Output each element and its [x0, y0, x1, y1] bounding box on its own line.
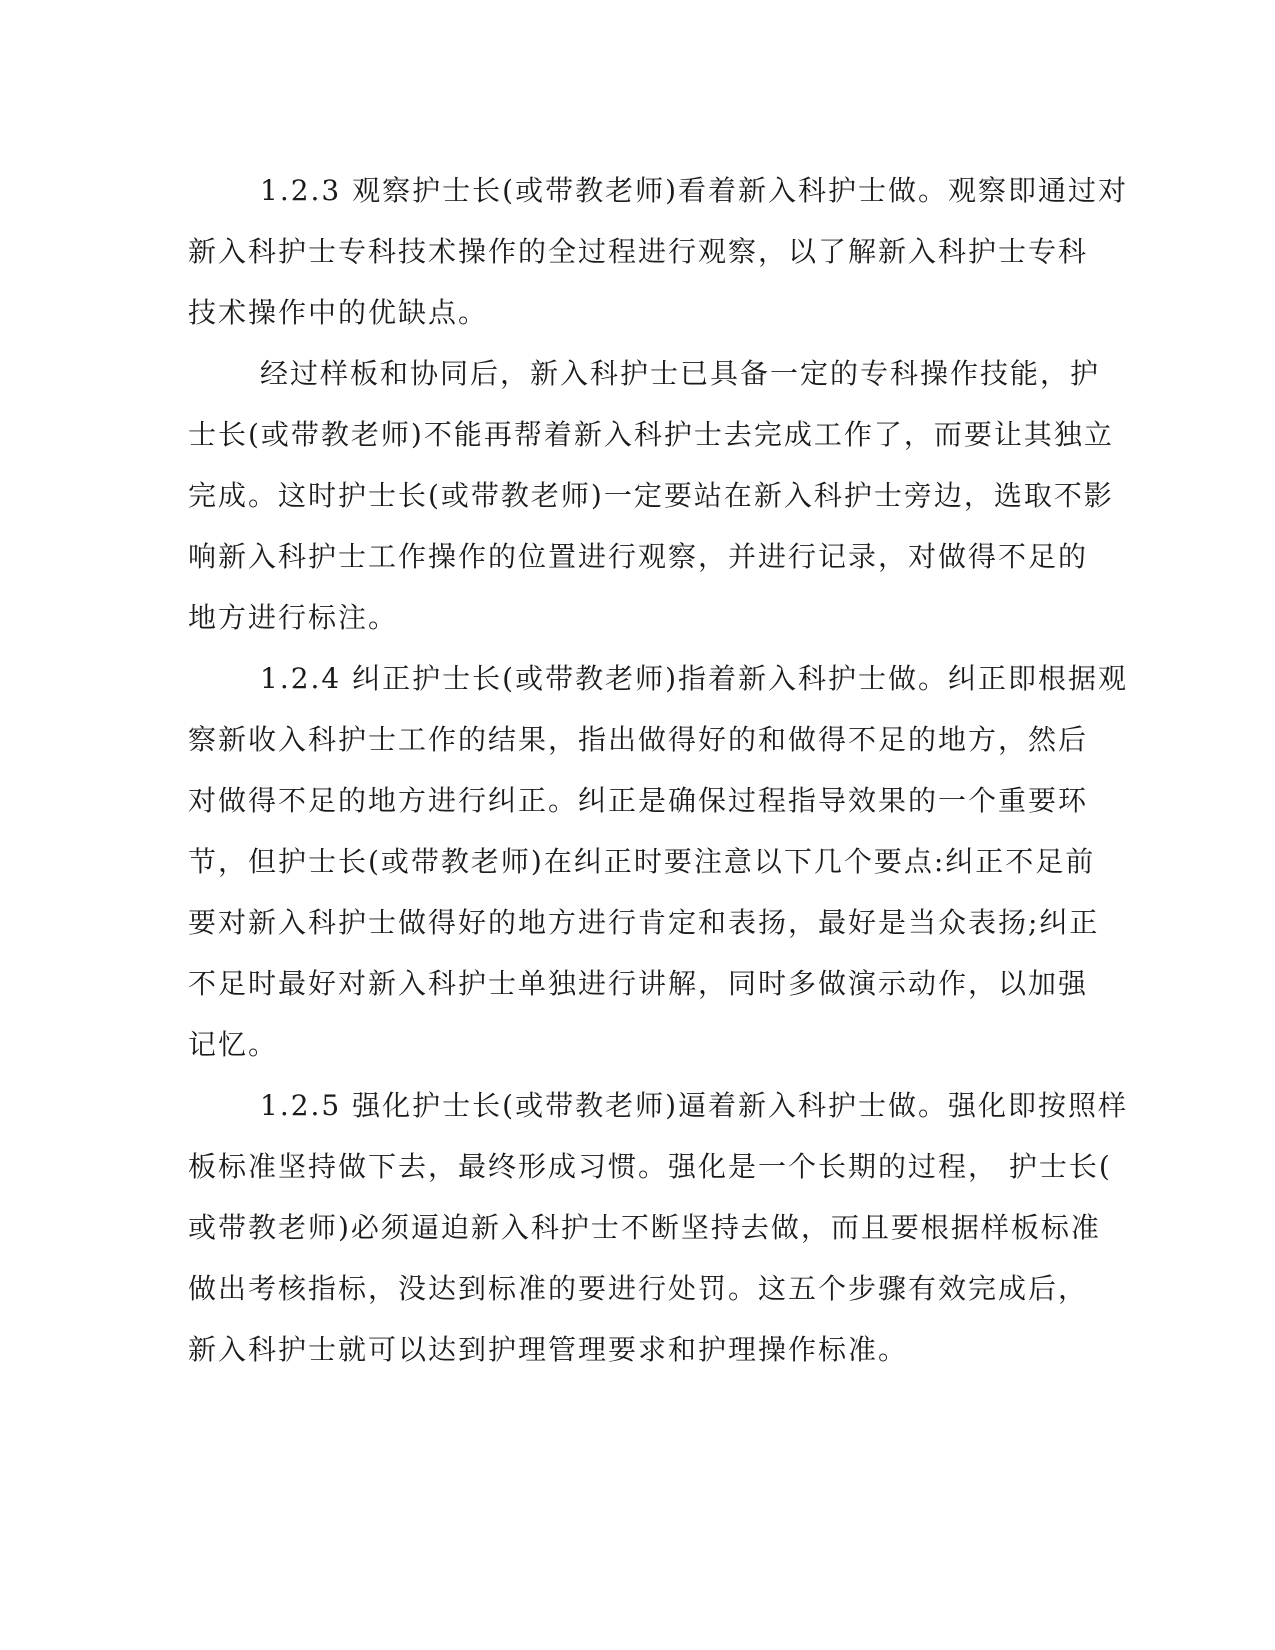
paragraph-line: 士长(或带教老师)不能再帮着新入科护士去完成工作了，而要让其独立 [188, 418, 1114, 451]
paragraph-line: 地方进行标注。 [188, 601, 399, 634]
paragraph-line: 经过样板和协同后，新入科护士已具备一定的专科操作技能，护 [260, 357, 1101, 390]
paragraph-line: 1.2.5 强化护士长(或带教老师)逼着新入科护士做。强化即按照样 [260, 1089, 1128, 1122]
paragraph-line: 对做得不足的地方进行纠正。纠正是确保过程指导效果的一个重要环 [188, 784, 1089, 817]
paragraph-line: 不足时最好对新入科护士单独进行讲解，同时多做演示动作，以加强 [188, 967, 1089, 1000]
paragraph-line: 记忆。 [188, 1028, 279, 1061]
paragraph-line: 1.2.4 纠正护士长(或带教老师)指着新入科护士做。纠正即根据观 [260, 662, 1128, 695]
paragraph-line: 节，但护士长(或带教老师)在纠正时要注意以下几个要点:纠正不足前 [188, 845, 1096, 878]
paragraph-line: 完成。这时护士长(或带教老师)一定要站在新入科护士旁边，选取不影 [188, 479, 1114, 512]
paragraph-line: 新入科护士就可以达到护理管理要求和护理操作标准。 [188, 1333, 909, 1366]
paragraph-line: 要对新入科护士做得好的地方进行肯定和表扬，最好是当众表扬;纠正 [188, 906, 1100, 939]
paragraph-line: 技术操作中的优缺点。 [188, 296, 489, 329]
document-page [188, 160, 1128, 1380]
paragraph-line: 响新入科护士工作操作的位置进行观察，并进行记录，对做得不足的 [188, 540, 1089, 573]
paragraph-line: 察新收入科护士工作的结果，指出做得好的和做得不足的地方，然后 [188, 723, 1089, 756]
paragraph-line: 新入科护士专科技术操作的全过程进行观察，以了解新入科护士专科 [188, 235, 1089, 268]
paragraph-line: 板标准坚持做下去，最终形成习惯。强化是一个长期的过程， 护士长( [188, 1150, 1112, 1183]
paragraph-line: 做出考核指标，没达到标准的要进行处罚。这五个步骤有效完成后， [188, 1272, 1089, 1305]
paragraph-line: 1.2.3 观察护士长(或带教老师)看着新入科护士做。观察即通过对 [260, 174, 1128, 207]
paragraph-line: 或带教老师)必须逼迫新入科护士不断坚持去做，而且要根据样板标准 [188, 1211, 1101, 1244]
